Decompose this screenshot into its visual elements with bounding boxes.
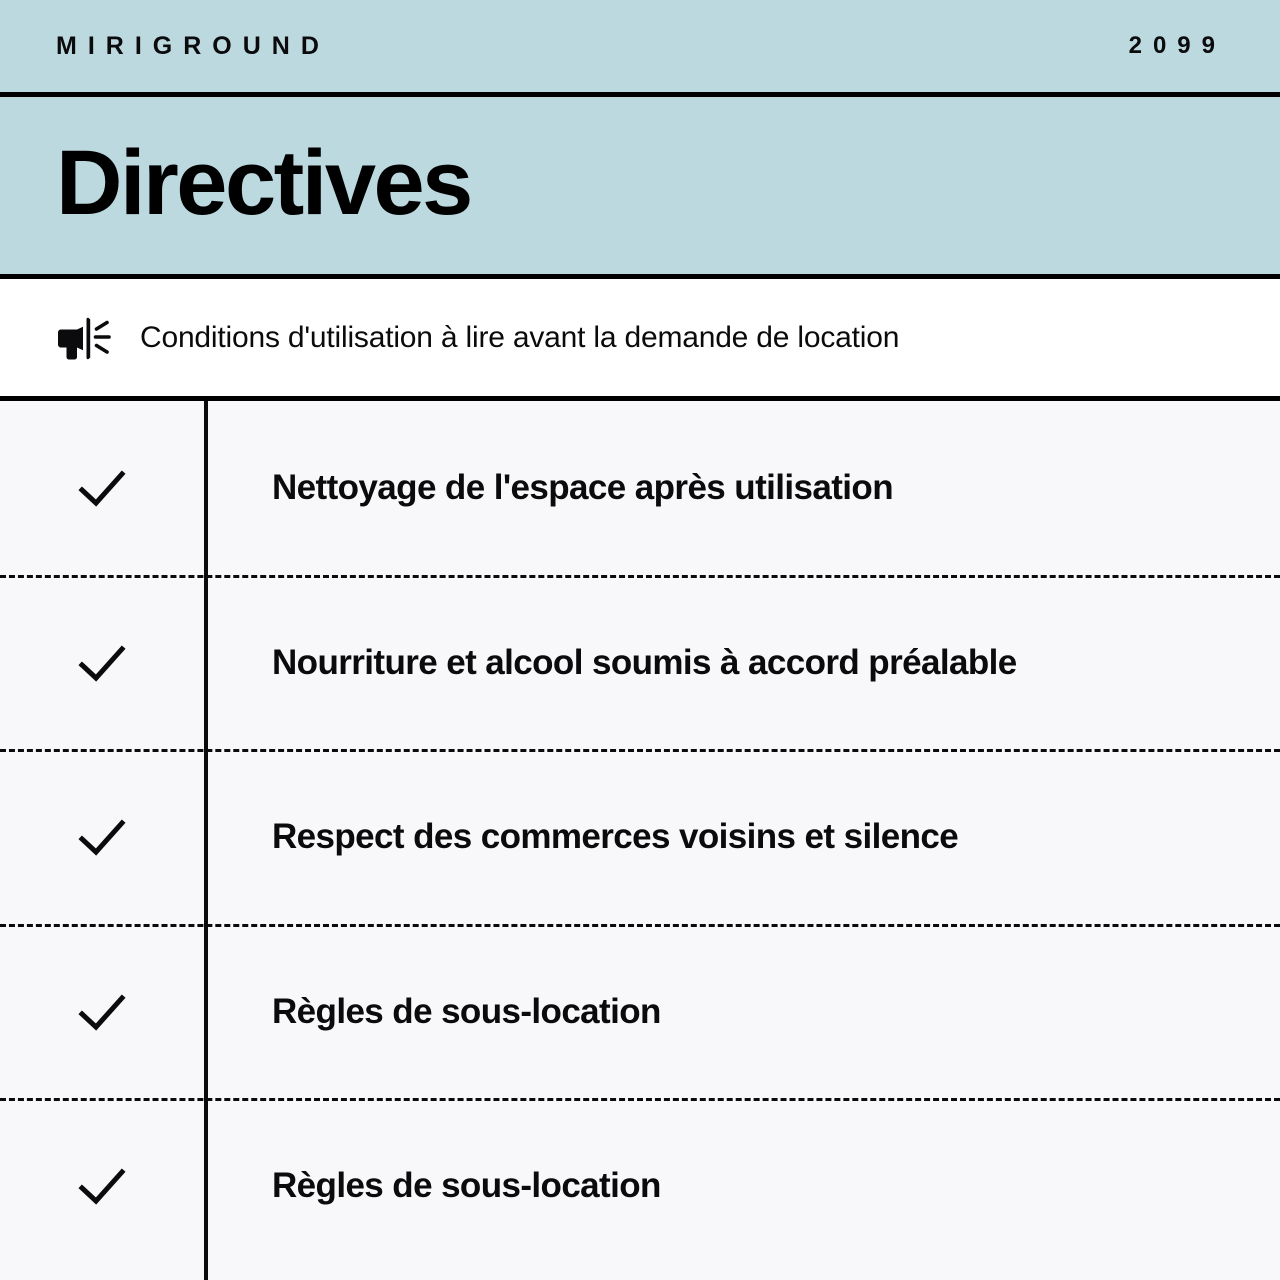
check-cell (0, 813, 204, 861)
title-band (0, 97, 1280, 279)
check-icon (74, 1162, 130, 1210)
list-item-label: Règles de sous-location (272, 1166, 661, 1206)
list-item[interactable] (0, 750, 1280, 925)
list-item-label: Nettoyage de l'espace après utilisation (272, 468, 893, 508)
brand-bar (0, 0, 1280, 97)
list-item-label: Respect des commerces voisins et silence (272, 817, 959, 857)
check-icon (74, 988, 130, 1036)
list-item[interactable] (0, 1099, 1280, 1274)
list-item[interactable] (0, 576, 1280, 751)
list-item[interactable] (0, 401, 1280, 576)
check-icon (74, 639, 130, 687)
list-item-label: Règles de sous-location (272, 991, 661, 1031)
megaphone-icon (56, 316, 114, 360)
checklist (0, 401, 1280, 1280)
check-cell (0, 988, 204, 1036)
check-cell (0, 1162, 204, 1210)
page-title: Directives (56, 131, 471, 234)
subtitle-text: Conditions d'utilisation à lire avant la demande de location (140, 321, 900, 354)
list-item[interactable] (0, 925, 1280, 1100)
check-cell (0, 464, 204, 512)
list-item-label: Nourriture et alcool soumis à accord préalable (272, 642, 1017, 682)
brand-name: MIRIGROUND (56, 31, 330, 60)
check-icon (74, 464, 130, 512)
brand-year: 2099 (1128, 32, 1226, 59)
column-divider (204, 401, 208, 1280)
check-cell (0, 639, 204, 687)
subtitle-band (0, 279, 1280, 401)
check-icon (74, 813, 130, 861)
